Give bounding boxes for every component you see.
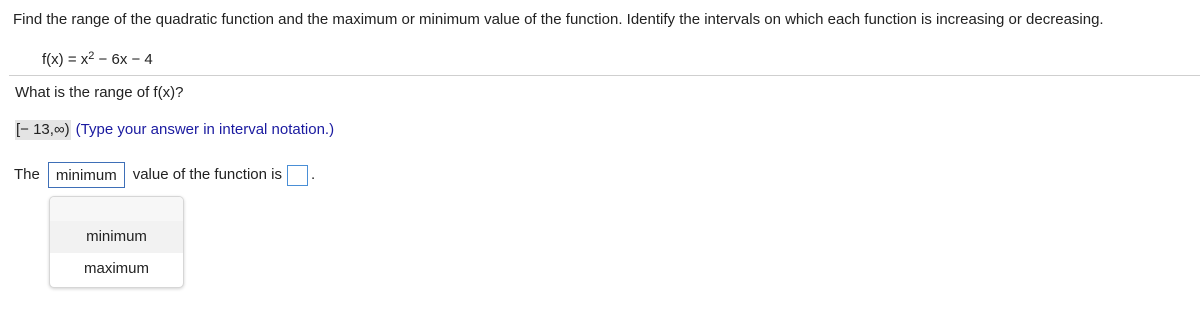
dropdown-blank-option[interactable]: [50, 197, 183, 221]
function-exponent: 2: [88, 50, 95, 62]
range-answer-value[interactable]: [− 13,∞): [16, 121, 70, 138]
question-instruction: Find the range of the quadratic function and the maximum or minimum value of the function. Identify the intervals on which each function is increasing or decreasing.: [13, 11, 1104, 28]
min-max-select[interactable]: minimum: [48, 162, 125, 188]
function-expression: [42, 46, 153, 70]
section-divider: [9, 75, 1200, 76]
extremum-value-input[interactable]: [287, 165, 308, 186]
min-max-dropdown: [49, 196, 184, 288]
sentence-middle: value of the function is: [132, 166, 282, 183]
range-answer-line: [15, 120, 334, 140]
dropdown-option-maximum[interactable]: maximum: [83, 260, 149, 277]
extremum-sentence: [14, 162, 315, 188]
function-suffix: − 6x − 4: [94, 51, 153, 68]
function-prefix: f(x) = x: [42, 51, 89, 68]
sentence-period: .: [310, 166, 316, 183]
sentence-prefix: The: [14, 166, 40, 183]
range-question: What is the range of f(x)?: [15, 84, 184, 101]
range-answer-hint: (Type your answer in interval notation.): [75, 121, 335, 138]
dropdown-option-minimum[interactable]: minimum: [50, 221, 183, 253]
